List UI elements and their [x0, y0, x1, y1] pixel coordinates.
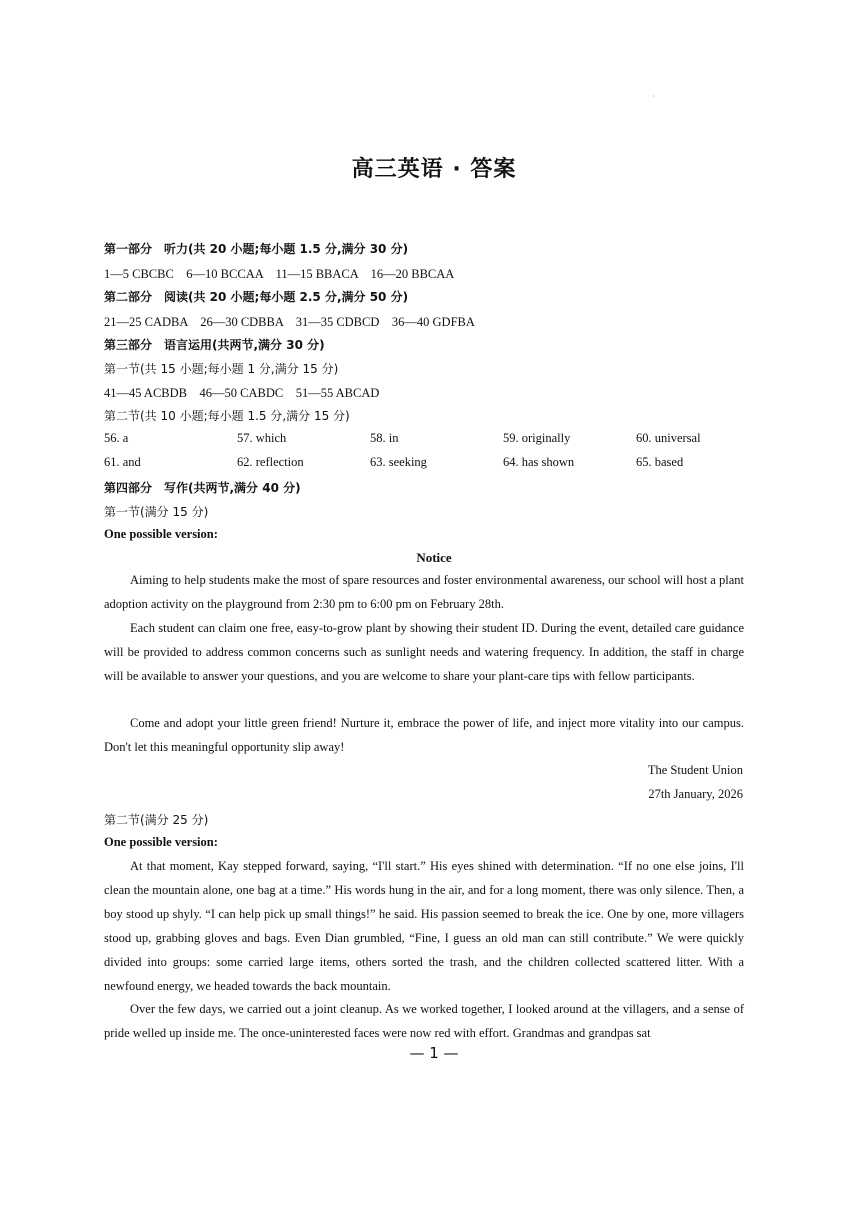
- part3-heading: 第三部分 语言运用(共两节,满分 30 分): [104, 338, 325, 352]
- notice-title: Notice: [416, 550, 452, 565]
- part4-section1-heading: 第一节(满分 15 分): [104, 505, 209, 519]
- part1-heading: 第一部分 听力(共 20 小题;每小题 1.5 分,满分 30 分): [104, 242, 409, 256]
- scan-speck: ·: [652, 92, 655, 101]
- answer-58: 58. in: [370, 431, 399, 445]
- notice-paragraph-2: Each student can claim one free, easy-to-grow plant by showing their student ID. During the event, detailed care guidance will be provided to address common concerns such as sunlight needs and watering frequency. In addition, the staff in charge will be available to answer your questions, and you are welcome to share your plant-care tips with fellow participants.: [104, 621, 744, 683]
- answer-59: 59. originally: [503, 431, 571, 445]
- page-number: — 1 —: [409, 1044, 459, 1062]
- notice-paragraph-1: Aiming to help students make the most of spare resources and foster environmental awareness, our school will host a plant adoption activity on the playground from 2:30 pm to 6:00 pm on February 28th.: [104, 573, 744, 611]
- part3-section2-heading: 第二节(共 10 小题;每小题 1.5 分,满分 15 分): [104, 409, 350, 423]
- fill-answers-row-2: [104, 455, 744, 470]
- version-label-1: One possible version:: [104, 527, 218, 541]
- story-paragraph-1: At that moment, Kay stepped forward, saying, “I'll start.” His eyes shined with determination. “If no one else joins, I'll clean the mountain alone, one bag at a time.” His words hung in the air, and for a long moment, there was only silence. Then, a boy stood up shyly. “I can help pick up small things!” he said. His passion seemed to break the ice. One by one, more villagers stood up, grabbing gloves and bags. Even Dian grumbled, “Fine, I guess an old man can still contribute.” We were quickly divided into groups: some carried large items, others sorted the trash, and the children collected scattered litter. With a newfound energy, we headed towards the back mountain.: [104, 859, 744, 993]
- part1-answers: 1—5 CBCBC 6—10 BCCAA 11—15 BBACA 16—20 BBCAA: [104, 267, 455, 281]
- answer-62: 62. reflection: [237, 455, 304, 469]
- answer-60: 60. universal: [636, 431, 701, 445]
- part4-section2-heading: 第二节(满分 25 分): [104, 813, 209, 827]
- answer-61: 61. and: [104, 455, 141, 469]
- part2-heading: 第二部分 阅读(共 20 小题;每小题 2.5 分,满分 50 分): [104, 290, 409, 304]
- version-label-2: One possible version:: [104, 835, 218, 849]
- notice-signature: The Student Union: [647, 763, 743, 777]
- story-paragraph-2: Over the few days, we carried out a joint cleanup. As we worked together, I looked around at the villagers, and a sense of pride welled up inside me. The once-uninterested faces were now red with effort. Grandmas and grandpas sat: [104, 1002, 744, 1040]
- part3-section1-answers: 41—45 ACBDB 46—50 CABDC 51—55 ABCAD: [104, 386, 380, 400]
- answer-64: 64. has shown: [503, 455, 575, 469]
- part4-heading: 第四部分 写作(共两节,满分 40 分): [104, 481, 301, 495]
- notice-date: 27th January, 2026: [648, 787, 743, 801]
- part2-answers: 21—25 CADBA 26—30 CDBBA 31—35 CDBCD 36—40 GDFBA: [104, 315, 475, 329]
- answer-65: 65. based: [636, 455, 684, 469]
- notice-paragraph-3: Come and adopt your little green friend! Nurture it, embrace the power of life, and inject more vitality into our campus. Don't let this meaningful opportunity slip away!: [104, 716, 744, 754]
- fill-answers-row-1: [104, 431, 744, 446]
- part3-section1-heading: 第一节(共 15 小题;每小题 1 分,满分 15 分): [104, 362, 339, 376]
- answer-57: 57. which: [237, 431, 287, 445]
- page-title: 高三英语 · 答案: [351, 157, 517, 182]
- answer-63: 63. seeking: [370, 455, 427, 469]
- answer-56: 56. a: [104, 431, 129, 445]
